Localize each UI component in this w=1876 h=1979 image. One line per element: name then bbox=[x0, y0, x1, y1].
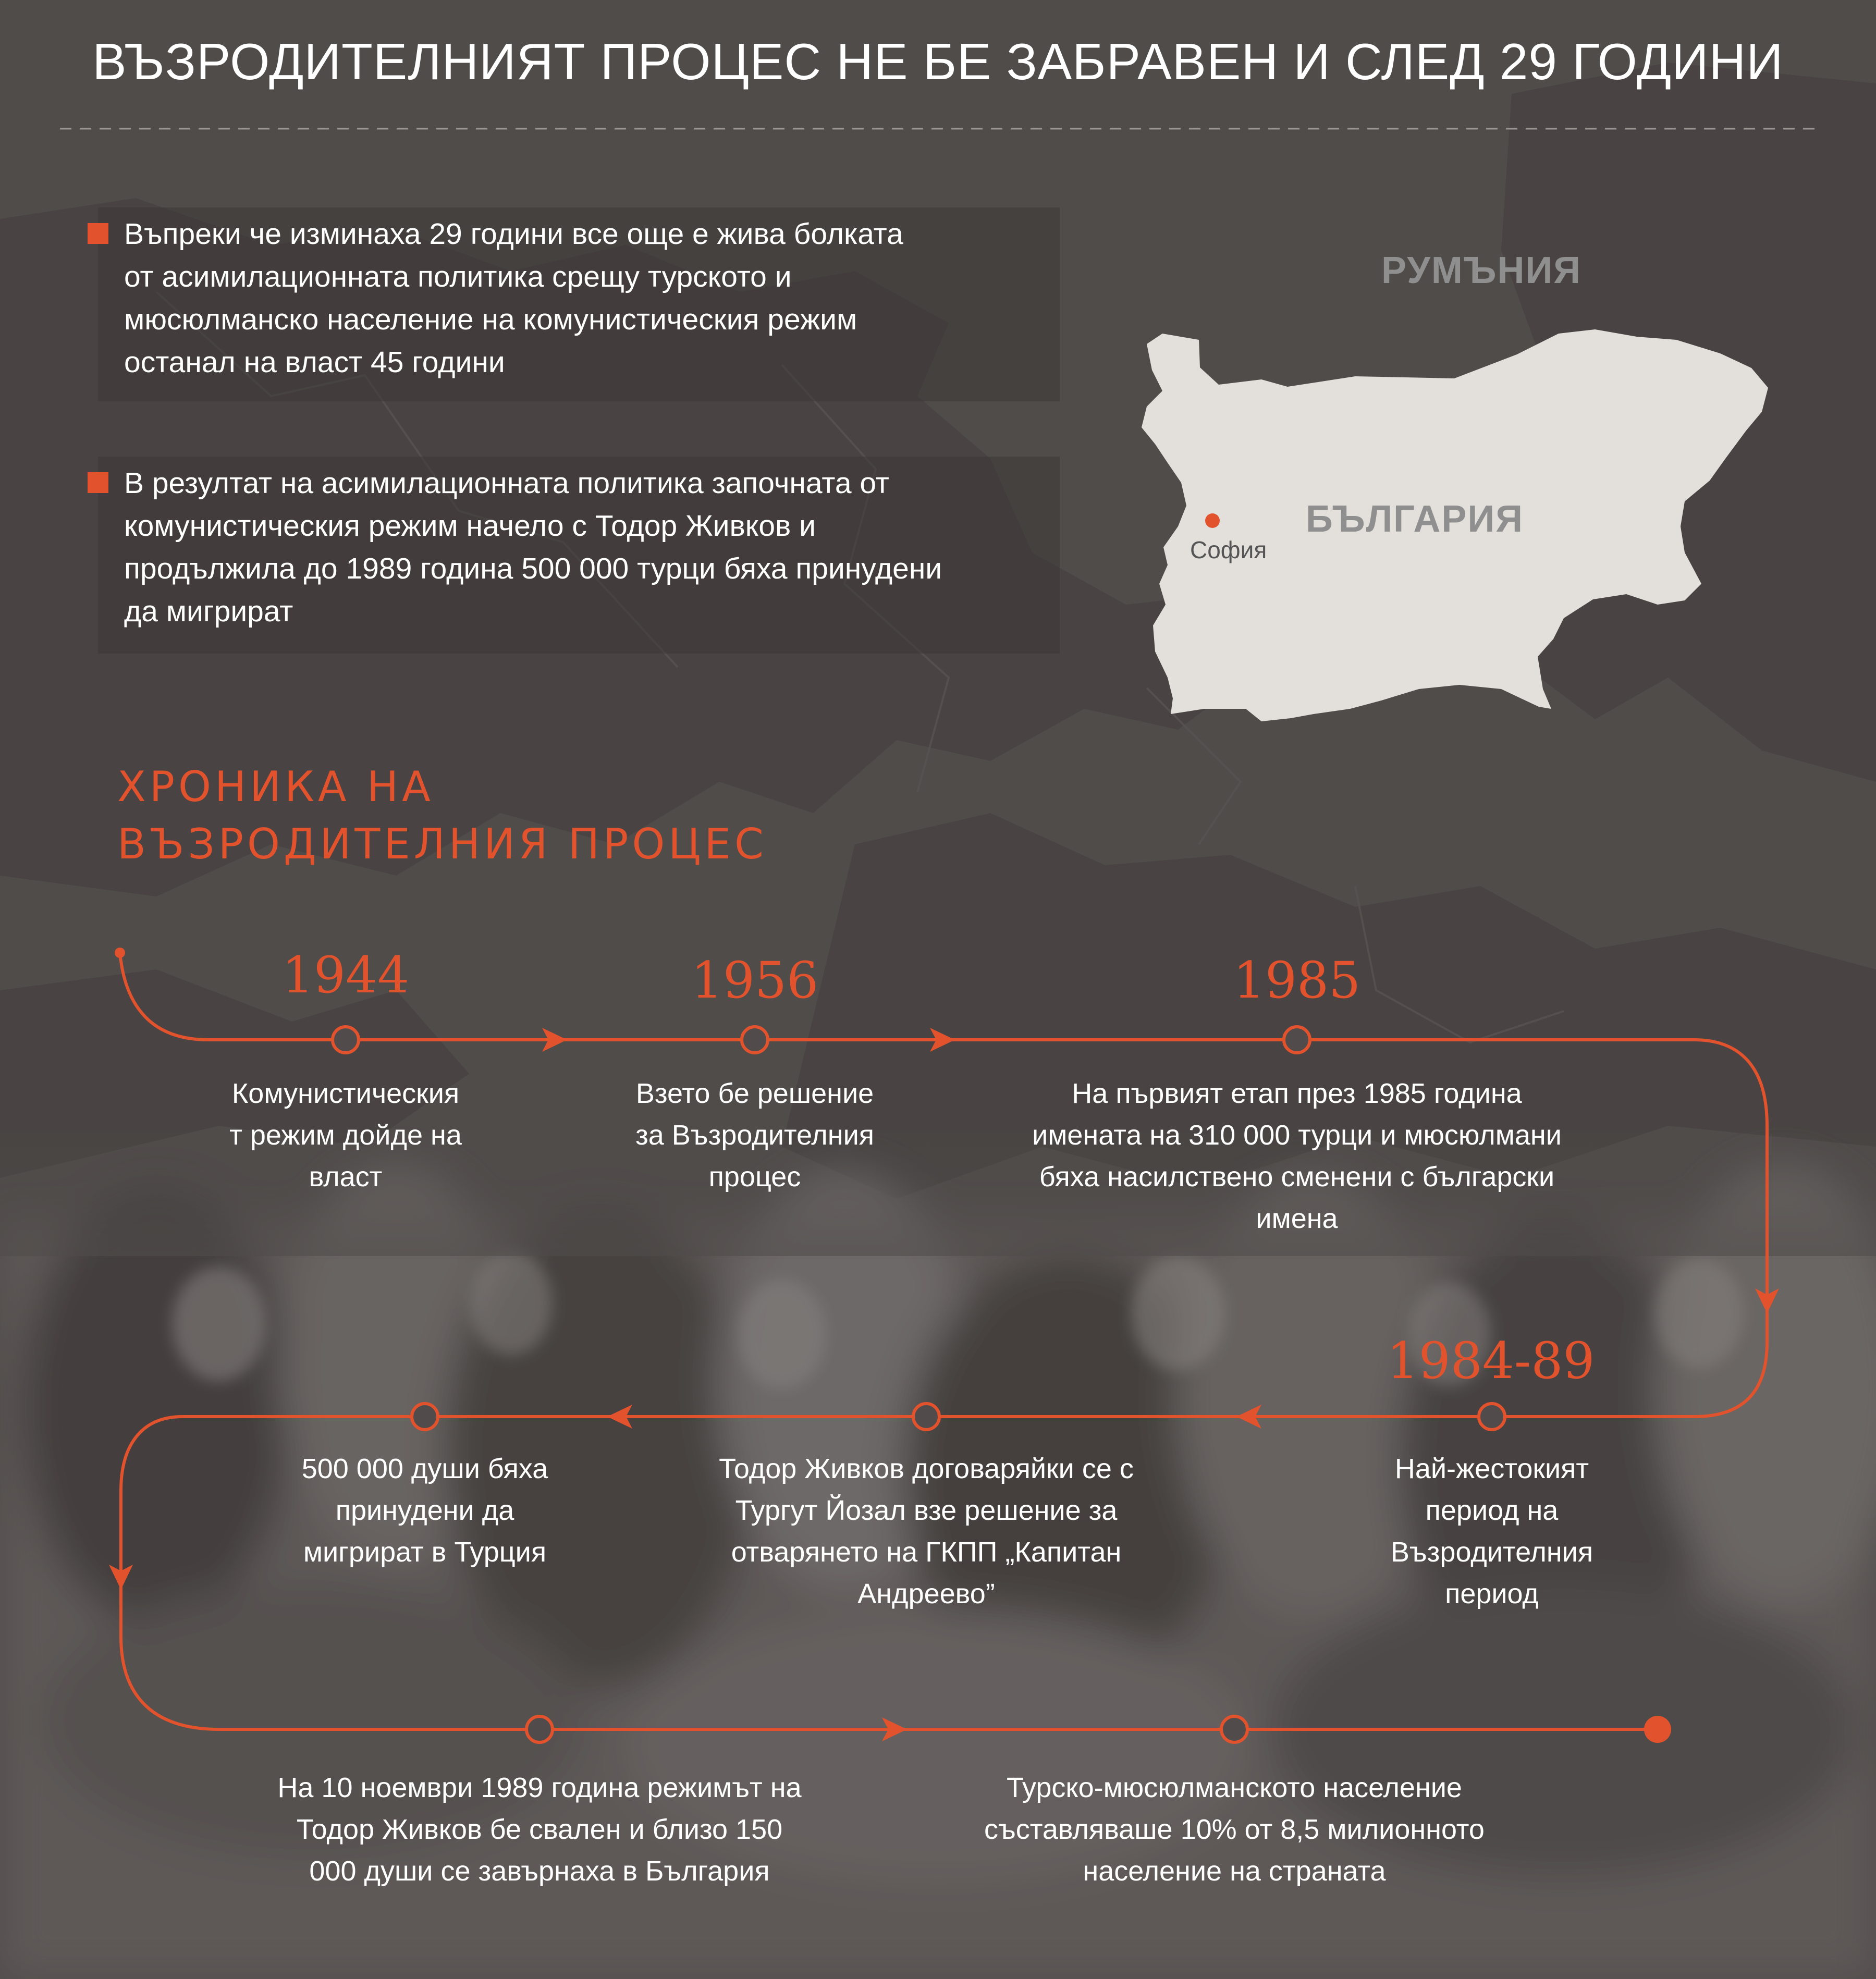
event-line: 000 души се завърнаха в България bbox=[309, 1855, 770, 1887]
intro-line: продължила до 1989 година 500 000 турци бяха принудени bbox=[124, 552, 942, 585]
event-line: период на bbox=[1425, 1495, 1559, 1526]
event-1985-text bbox=[958, 1073, 1636, 1239]
chronicle-heading-line-2: ВЪЗРОДИТЕЛНИЯ ПРОЦЕС bbox=[117, 820, 767, 868]
event-line: Турско-мюсюлманското население bbox=[1007, 1772, 1462, 1803]
event-line: Възродителния bbox=[1390, 1537, 1593, 1568]
event-line: период bbox=[1445, 1578, 1539, 1609]
event-population-text bbox=[922, 1767, 1547, 1892]
event-line: Андреево” bbox=[857, 1578, 995, 1609]
timeline-node-1984-89 bbox=[1479, 1404, 1505, 1430]
intro-line: от асимилационната политика срещу турското и bbox=[124, 260, 792, 293]
event-regime-fall-text bbox=[201, 1767, 878, 1892]
event-line: за Възродителния bbox=[635, 1120, 874, 1151]
event-line: Тургут Йозал взе решение за bbox=[735, 1495, 1118, 1526]
event-line: бяха насилствено сменени с български bbox=[1039, 1161, 1555, 1193]
event-line: принудени да bbox=[335, 1495, 514, 1526]
event-line: 500 000 души бяха bbox=[301, 1453, 548, 1484]
event-line: Комунистическия bbox=[231, 1078, 460, 1109]
event-line: имената на 310 000 турци и мюсюлмани bbox=[1032, 1120, 1562, 1151]
year-1984-89: 1984-89 bbox=[1387, 1332, 1595, 1390]
label-bulgaria: БЪЛГАРИЯ bbox=[1306, 498, 1524, 540]
year-1956: 1956 bbox=[691, 951, 819, 1010]
timeline-node-1956 bbox=[742, 1027, 768, 1053]
intro-line: В резултат на асимилационната политика започната от bbox=[124, 466, 889, 500]
page-title: ВЪЗРОДИТЕЛНИЯТ ПРОЦЕС НЕ БЕ ЗАБРАВЕН И СЛЕД 29 ГОДИНИ bbox=[92, 33, 1784, 90]
timeline-node-migration bbox=[412, 1404, 438, 1430]
intro-line: останал на власт 45 години bbox=[124, 346, 505, 379]
event-line: имена bbox=[1256, 1203, 1338, 1234]
event-line: Взето бе решение bbox=[635, 1078, 874, 1109]
event-line: т режим дойде на bbox=[229, 1120, 462, 1151]
event-line: процес bbox=[708, 1161, 801, 1193]
timeline-node-1985 bbox=[1284, 1027, 1310, 1053]
event-line: Тодор Живков бе свален и близо 150 bbox=[296, 1814, 783, 1845]
event-1944-text bbox=[163, 1073, 528, 1198]
event-line: На 10 ноември 1989 година режимът на bbox=[277, 1772, 802, 1803]
event-line: мигрират в Турция bbox=[303, 1537, 547, 1568]
timeline-node-regime-fall bbox=[526, 1716, 553, 1742]
intro-line: да мигрират bbox=[124, 595, 293, 628]
event-line: съставляваше 10% от 8,5 милионното bbox=[984, 1814, 1485, 1845]
label-sofia: София bbox=[1190, 536, 1267, 563]
timeline-end-dot bbox=[1644, 1716, 1671, 1743]
timeline-node-population bbox=[1221, 1716, 1247, 1742]
label-romania: РУМЪНИЯ bbox=[1381, 250, 1581, 291]
event-line: власт bbox=[309, 1161, 383, 1193]
event-line: отварянето на ГКПП „Капитан bbox=[731, 1537, 1122, 1568]
event-line: Най-жестокият bbox=[1394, 1453, 1589, 1484]
intro-line: Въпреки че изминаха 29 години все още е жива болката bbox=[124, 217, 903, 251]
timeline-start-dot bbox=[115, 948, 125, 958]
year-1944: 1944 bbox=[281, 946, 410, 1004]
event-line: население на страната bbox=[1083, 1855, 1386, 1887]
event-1956-text bbox=[572, 1073, 937, 1198]
timeline-node-1944 bbox=[333, 1027, 359, 1053]
event-line: На първият етап през 1985 година bbox=[1072, 1078, 1522, 1109]
timeline-node-border-opening bbox=[913, 1404, 939, 1430]
event-line: Тодор Живков договаряйки се с bbox=[719, 1453, 1134, 1484]
year-1985: 1985 bbox=[1233, 951, 1361, 1010]
event-border-opening-text bbox=[640, 1448, 1213, 1615]
intro-line: мюсюлманско население на комунистическия режим bbox=[124, 303, 857, 336]
event-1984-89-text bbox=[1309, 1448, 1674, 1615]
event-migration-text bbox=[242, 1448, 607, 1573]
chronicle-heading-line-1: ХРОНИКА НА bbox=[117, 763, 434, 811]
intro-line: комунистическия режим начело с Тодор Живков и bbox=[124, 509, 816, 543]
